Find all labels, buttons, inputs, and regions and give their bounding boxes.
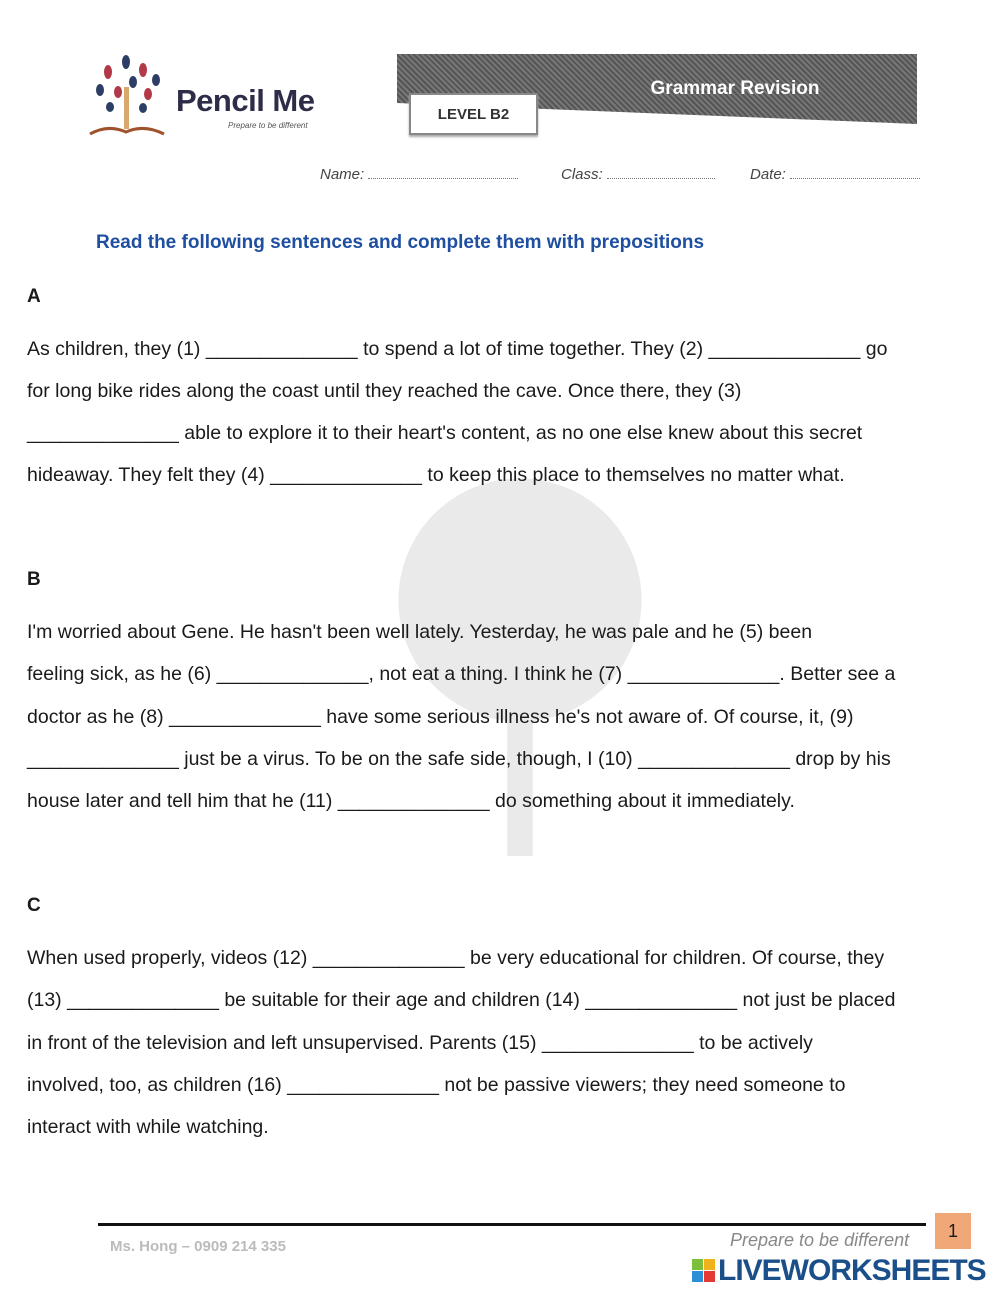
exercise-line: for long bike rides along the coast until they reached the cave. Once there, they (3) (27, 380, 742, 402)
logo-name: Pencil Me (176, 83, 315, 118)
page-number: 1 (935, 1213, 971, 1249)
name-field[interactable] (320, 166, 518, 183)
pencil-me-logo-icon (88, 52, 166, 138)
exercise-line: interact with while watching. (27, 1116, 269, 1138)
footer-tagline: Prepare to be different (730, 1230, 910, 1250)
exercise-line: (13) ______________ be suitable for their age and children (14) ______________ not just be placed (27, 989, 896, 1011)
footer-contact: Ms. Hong – 0909 214 335 (110, 1238, 286, 1255)
live-badge-icon (692, 1259, 716, 1283)
exercise-line: hideaway. They felt they (4) ______________ to keep this place to themselves no matter what. (27, 464, 845, 486)
footer-divider (98, 1223, 926, 1226)
class-label: Class: (561, 166, 603, 183)
class-field[interactable] (561, 166, 715, 183)
exercise-line: in front of the television and left unsupervised. Parents (15) ______________ to be actively (27, 1032, 813, 1054)
section-c-heading: C (27, 895, 41, 916)
exercise-line: doctor as he (8) ______________ have some serious illness he's not aware of. Of course, it, (9) (27, 706, 854, 728)
exercise-line: As children, they (1) ______________ to spend a lot of time together. They (2) ______________ go (27, 338, 888, 360)
exercise-line: ______________ able to explore it to their heart's content, as no one else knew about this secret (27, 422, 863, 444)
date-field[interactable] (750, 166, 920, 183)
section-a-heading: A (27, 286, 41, 307)
logo-tagline: Prepare to be different (228, 121, 308, 130)
exercise-line: I'm worried about Gene. He hasn't been well lately. Yesterday, he was pale and he (5) been (27, 621, 813, 643)
worksheet-title: Grammar Revision (650, 78, 820, 99)
exercise-line: ______________ just be a virus. To be on the safe side, though, I (10) ______________ drop by his (27, 748, 891, 770)
liveworksheets-brand[interactable]: LIVEWORKSHEETS (718, 1254, 986, 1287)
exercise-line: When used properly, videos (12) ______________ be very educational for children. Of course, they (27, 947, 885, 969)
exercise-line: feeling sick, as he (6) ______________, not eat a thing. I think he (7) ______________. Better see a (27, 663, 896, 685)
name-label: Name: (320, 166, 365, 183)
exercise-line: house later and tell him that he (11) ______________ do something about it immediately. (27, 790, 795, 812)
date-label: Date: (750, 166, 786, 183)
section-b-heading: B (27, 569, 41, 590)
exercise-line: involved, too, as children (16) ______________ not be passive viewers; they need someone to (27, 1074, 846, 1096)
instruction-heading: Read the following sentences and complete them with prepositions (96, 232, 705, 253)
level-badge: LEVEL B2 (409, 93, 538, 135)
